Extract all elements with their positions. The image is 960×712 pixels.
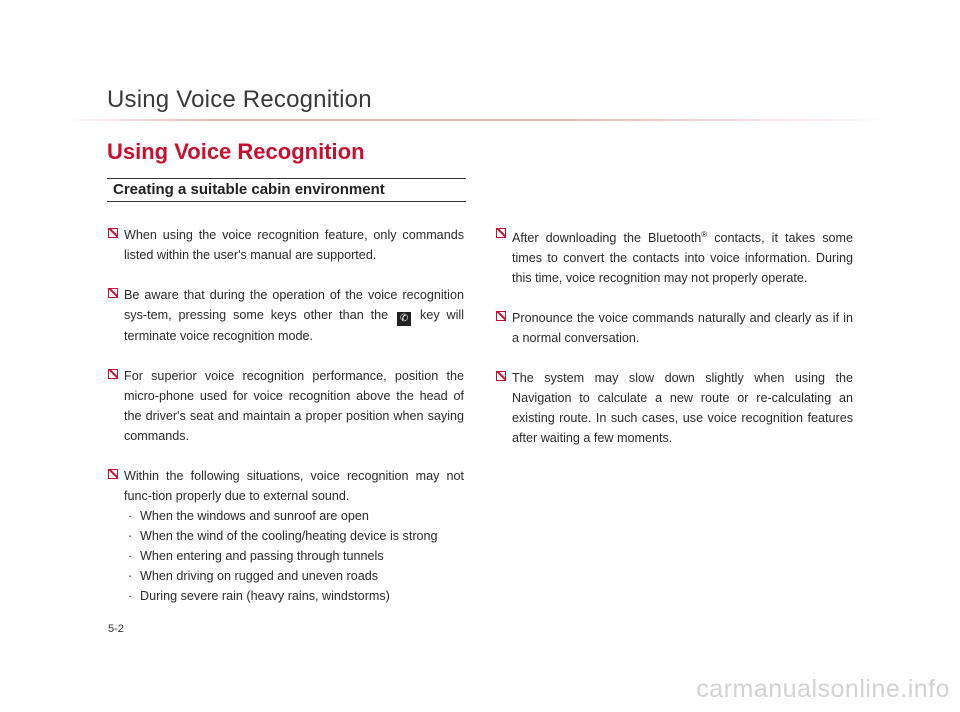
subheading: Creating a suitable cabin environment — [113, 181, 385, 198]
subheading-box — [107, 178, 466, 202]
note-text-after: contacts, it takes some times to convert the contacts into voice information. During this time, voice recognition may not properly operate. — [512, 231, 853, 286]
bullet-marker: · — [128, 529, 133, 543]
note-text — [512, 225, 853, 288]
note-icon — [496, 228, 506, 238]
section-title: Using Voice Recognition — [107, 139, 365, 164]
bullet-list — [124, 506, 464, 606]
bullet-text: When entering and passing through tunnels — [140, 549, 384, 563]
note-item — [108, 366, 464, 446]
note-text — [124, 285, 464, 346]
note-text: When using the voice recognition feature, only commands listed within the user's manual are supported. — [124, 228, 464, 262]
bullet-marker: · — [128, 549, 133, 563]
bullet-text: When the windows and sunroof are open — [140, 509, 369, 523]
left-column — [108, 225, 464, 606]
note-icon — [108, 288, 118, 298]
note-text-after: key will terminate voice recognition mode. — [124, 308, 465, 343]
bullet-item — [124, 586, 464, 606]
note-item — [496, 308, 853, 348]
bullet-item — [124, 506, 464, 526]
page-number: 5-2 — [108, 623, 124, 635]
note-icon — [108, 469, 118, 479]
watermark: carmanualsonline.info — [696, 675, 950, 703]
bullet-text: During severe rain (heavy rains, windstorms) — [140, 589, 390, 603]
bullet-marker: · — [128, 589, 133, 603]
bullet-item — [124, 546, 464, 566]
bullet-item — [124, 566, 464, 586]
bullet-text: When the wind of the cooling/heating device is strong — [140, 529, 438, 543]
header-divider — [60, 119, 900, 121]
voice-recognition-key-icon: ✆ — [397, 312, 411, 326]
note-icon — [496, 311, 506, 321]
note-icon — [496, 371, 506, 381]
header-title: Using Voice Recognition — [107, 86, 372, 113]
note-icon — [108, 228, 118, 238]
note-item — [496, 368, 853, 448]
note-item — [108, 466, 464, 606]
note-text: Pronounce the voice commands naturally and clearly as if in a normal conversation. — [512, 311, 853, 346]
note-item — [496, 225, 853, 288]
note-text-before: After downloading the Bluetooth — [512, 231, 702, 246]
note-text: For superior voice recognition performance, position the micro-phone used for voice recognition above the head of the driver's seat and maintain a proper position when saying commands. — [124, 369, 464, 443]
bullet-item — [124, 526, 464, 546]
note-item — [108, 285, 464, 346]
note-text: The system may slow down slightly when using the Navigation to calculate a new route or re-calculating an existing route. In such cases, use voice recognition features after waiting a few moments. — [512, 371, 853, 446]
bullet-marker: · — [128, 509, 133, 523]
note-text-before: Be aware that during the operation of the voice recognition sys-tem, pressing some keys other than the — [124, 288, 464, 322]
right-column — [496, 225, 853, 468]
registered-mark: ® — [701, 230, 708, 239]
note-item — [108, 225, 464, 265]
note-text: Within the following situations, voice recognition may not func-tion properly due to external sound. — [124, 469, 464, 503]
note-icon — [108, 369, 118, 379]
bullet-text: When driving on rugged and uneven roads — [140, 569, 379, 583]
bullet-marker: · — [128, 569, 133, 583]
